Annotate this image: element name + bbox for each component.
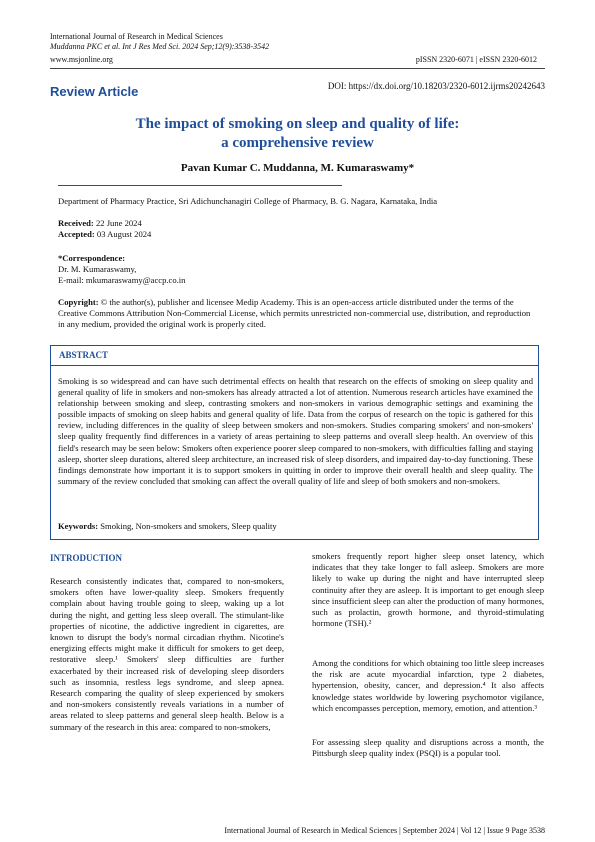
accepted-label: Accepted: bbox=[58, 229, 95, 239]
received-label: Received: bbox=[58, 218, 94, 228]
intro-column-1: Research consistently indicates that, compared to non-smokers, smokers often have lower-quality sleep. Smokers frequently complain about having trouble going to sleep, waking up a lot during the night, and getting less sleep overall. The stimulant-like properties of nicotine, the addictive ingredient in cigarettes, are known to disrupt the body's normal circadian rhythm. Nicotine's energizing effects might make it difficult for smokers to get deep, restorative sleep.¹ Smokers' sleep difficulties are further exacerbated by their increased risk of developing sleep disorders such as insomnia, restless legs syndrome, and sleep apnea. Research comparing the quality of sleep experienced by smokers and non-smokers consistently reveals variations in a number of areas related to sleep patterns and general sleep health. Below is a summary of the research in this area: compared to non-smokers, bbox=[50, 576, 284, 732]
accepted-value: 03 August 2024 bbox=[94, 229, 152, 239]
article-title bbox=[60, 115, 535, 153]
journal-name: International Journal of Research in Medical Sciences bbox=[50, 32, 223, 41]
affiliation: Department of Pharmacy Practice, Sri Adichunchanagiri College of Pharmacy, B. G. Nagara, Karnataka, India bbox=[58, 196, 438, 206]
issn: pISSN 2320-6071 | eISSN 2320-6012 bbox=[415, 55, 537, 64]
correspondence-email[interactable]: E-mail: mkumaraswamy@accp.co.in bbox=[58, 275, 186, 285]
page-footer: International Journal of Research in Medical Sciences | September 2024 | Vol 12 | Issue 9 Page 3538 bbox=[224, 826, 545, 835]
citation: Muddanna PKC et al. Int J Res Med Sci. 2024 Sep;12(9):3538-3542 bbox=[50, 42, 270, 51]
keywords-value: Smoking, Non-smokers and smokers, Sleep quality bbox=[98, 521, 277, 531]
title-line-2: a comprehensive review bbox=[221, 135, 374, 151]
abstract-heading: ABSTRACT bbox=[59, 350, 109, 360]
intro-column-2-p2: Among the conditions for which obtaining too little sleep increases the risk are acute myocardial infarction, type 2 diabetes, hypertension, obesity, cancer, and depression.⁴ It also affects knowledge states worldwide by lowering psychomotor vigilance, which encompasses perception, memory, emotion, and attention.³ bbox=[312, 658, 544, 713]
copyright-label: Copyright: bbox=[58, 297, 99, 307]
correspondence-heading: *Correspondence: bbox=[58, 253, 126, 263]
accepted-date bbox=[58, 229, 151, 240]
header-divider bbox=[50, 68, 545, 69]
abstract-divider bbox=[51, 365, 538, 366]
intro-column-2-p1: smokers frequently report higher sleep onset latency, which indicates that they take longer to fall asleep. Smokers are more likely to wake up during the night and have interrupted sleep continuity after they are asleep. It is important to get enough sleep since insufficient sleep can alter the production of many hormones, such as prolactin, growth hormone, and thyroid-stimulating hormone (TSH).² bbox=[312, 551, 544, 629]
keywords-label: Keywords: bbox=[58, 521, 99, 531]
authors-divider bbox=[58, 185, 342, 186]
copyright-text: © the author(s), publisher and licensee Medip Academy. This is an open-access article distributed under the terms of the Creative Commons Attribution Non-Commercial License, which permits unrestricted non-commercial use, distribution, and reproduction in any medium, provided the original work is properly cited. bbox=[58, 297, 531, 329]
section-tag: Review Article bbox=[50, 84, 139, 99]
doi-link[interactable]: DOI: https://dx.doi.org/10.18203/2320-6012.ijrms20242643 bbox=[327, 81, 545, 91]
received-date bbox=[58, 218, 142, 229]
intro-column-2-p3: For assessing sleep quality and disruptions across a month, the Pittsburgh sleep quality index (PSQI) is a popular tool. bbox=[312, 737, 544, 759]
authors: Pavan Kumar C. Muddanna, M. Kumaraswamy* bbox=[180, 162, 415, 174]
keywords bbox=[58, 521, 533, 531]
introduction-heading: INTRODUCTION bbox=[50, 553, 123, 563]
website-link[interactable]: www.msjonline.org bbox=[50, 55, 113, 64]
copyright-notice bbox=[58, 297, 538, 330]
correspondence-name: Dr. M. Kumaraswamy, bbox=[58, 264, 137, 274]
title-line-1: The impact of smoking on sleep and quality of life: bbox=[135, 116, 460, 132]
abstract-text: Smoking is so widespread and can have such detrimental effects on health that research on the effects of smoking on sleep quality and general quality of life in smokers and non-smokers has already attracted a lot of attention. Numerous research articles have examined the relationship between smoking and sleep, contrasting smokers and non-smokers in various demographic settings and examining the possible impacts of smoking on sleep habits and general quality of life. Data from the corpus of research on the topic is gathered for this review, including differences in the quality of sleep between smokers and non-smokers. Studies comparing smokers' and non-smokers' sleep quality frequently find differences in a variety of areas pertaining to sleep patterns and overall sleep health. An overview of this field's research may be seen below: Smokers often experience poorer sleep compared to non-smokers, with difficulties falling and staying asleep, shorter sleep durations, altered sleep architecture, an increased risk of sleep disorders, and impaired day-to-day functioning. These findings demonstrate how important it is to support smokers in quitting in order to improve their overall health and sleep quality. The summary of the review concluded that smoking can affect the overall quality of life and sleep of both smokers and non-smokers. bbox=[58, 376, 533, 486]
received-value: 22 June 2024 bbox=[93, 218, 142, 228]
